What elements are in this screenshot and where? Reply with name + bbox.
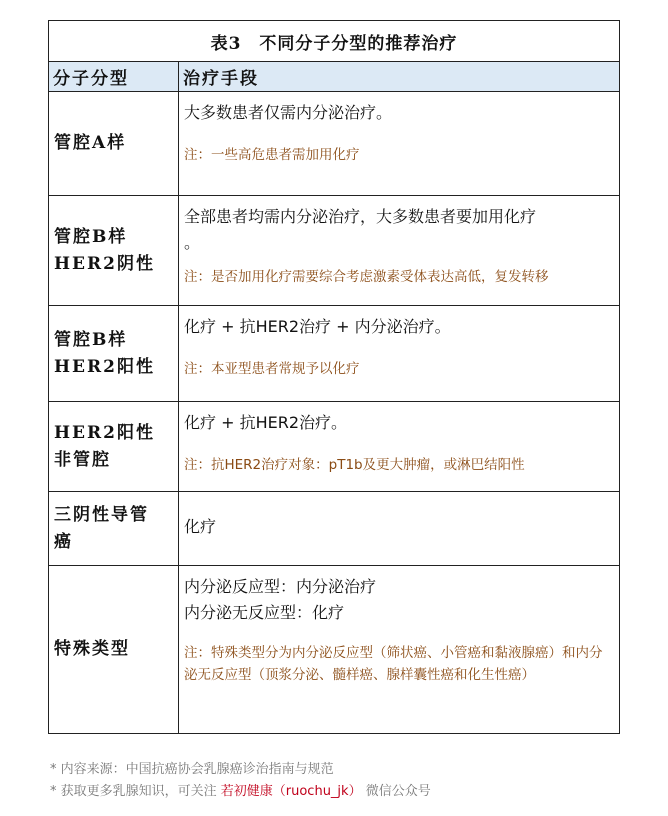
type-cell [49,306,179,402]
treatment-cell [179,306,620,402]
treatment-note: 注：特殊类型分为内分泌反应型（筛状癌、小管癌和黏液腺癌）和内分泌无反应型（顶浆分泌、髓样癌、腺样囊性癌和化生性癌） [184,645,603,683]
type-cell [49,196,179,306]
table-row [49,402,620,492]
treatment-note: 注：是否加用化疗需要综合考虑激素受体表达高低，复发转移 [184,269,549,285]
type-line: 管腔B样 [54,329,128,350]
follow-suffix: 微信公众号 [361,784,431,799]
type-cell [49,492,179,566]
treatment-cell [179,566,620,734]
treatment-line: 内分泌反应型：内分泌治疗 [184,577,377,596]
treatment-cell [179,402,620,492]
type-line: 非管腔 [54,449,111,470]
type-line: 管腔B样 [54,226,128,247]
treatment-cell [179,92,620,196]
treatment-line: 化疗 + 抗HER2治疗。 [184,413,348,432]
type-cell [49,92,179,196]
type-line: HER2阴性 [54,253,155,274]
treatment-line: 。 [184,233,201,252]
table-row [49,566,620,734]
header-molecular-type: 分子分型 [49,62,179,92]
treatment-line: 化疗 + 抗HER2治疗 + 内分泌治疗。 [184,317,451,336]
treatment-line: 化疗 [184,516,217,536]
source-footnote: * 内容来源：中国抗癌协会乳腺癌诊治指南与规范 [50,762,334,777]
table-row [49,492,620,566]
treatment-note: 注：一些高危患者需加用化疗 [184,147,360,163]
type-cell [49,566,179,734]
type-line: 管腔A样 [54,133,127,153]
treatment-cell [179,492,620,566]
treatment-note: 注：本亚型患者常规予以化疗 [184,361,360,377]
type-line: 癌 [54,531,73,552]
treatment-line: 内分泌无反应型：化疗 [184,603,345,622]
follow-footnote [50,780,431,799]
type-line: 三阴性导管 [54,504,149,525]
table-header-row [49,62,620,92]
type-line: 特殊类型 [54,639,130,659]
treatment-line: 全部患者均需内分泌治疗，大多数患者要加用化疗 [184,207,537,226]
type-line: HER2阳性 [54,356,155,377]
type-line: HER2阳性 [54,422,155,443]
table-title: 表3 不同分子分型的推荐治疗 [49,21,620,62]
account-name: 若初健康（ruochu_jk） [220,784,362,799]
treatment-cell [179,196,620,306]
treatment-table [48,20,620,734]
table-row [49,306,620,402]
type-cell [49,402,179,492]
table-row [49,196,620,306]
follow-prefix: * 获取更多乳腺知识，可关注 [50,784,221,799]
header-treatment: 治疗手段 [179,62,620,92]
treatment-line: 大多数患者仅需内分泌治疗。 [184,103,393,122]
treatment-note: 注：抗HER2治疗对象：pT1b及更大肿瘤，或淋巴结阳性 [184,457,525,473]
table-row [49,92,620,196]
